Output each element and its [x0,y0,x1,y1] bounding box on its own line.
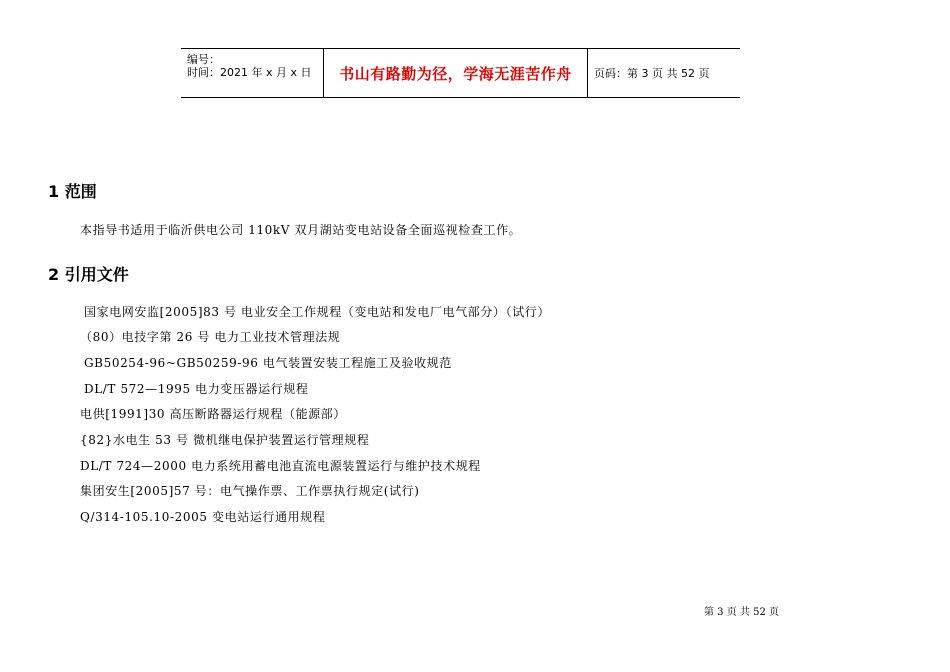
section-1-body: 本指导书适用于临沂供电公司 110kV 双月湖站变电站设备全面巡视检查工作。 [80,223,522,237]
page-header [181,48,740,98]
header-motto-cell [324,49,588,97]
footer-page-number: 第 3 页 共 52 页 [704,607,779,618]
reference-item: GB50254-96~GB50259-96 电气装置安装工程施工及验收规范 [84,356,452,370]
reference-item: DL/T 572—1995 电力变压器运行规程 [84,382,309,396]
reference-item: DL/T 724—2000 电力系统用蓄电池直流电源装置运行与维护技术规程 [80,459,481,473]
reference-item: {82}水电生 53 号 微机继电保护装置运行管理规程 [80,433,370,447]
reference-item: 电供[1991]30 高压断路器运行规程（能源部） [80,407,346,421]
section-2-title: 2 引用文件 [48,265,129,284]
motto-text: 书山有路勤为径，学海无涯苦作舟 [339,64,572,83]
document-number-label: 编号： [187,53,220,66]
section-1-title: 1 范围 [48,182,97,201]
header-page-cell [588,49,740,97]
header-page-number: 页码：第 3 页 共 52 页 [594,67,710,80]
header-meta-cell [181,49,324,97]
reference-item: 国家电网安监[2005]83 号 电业安全工作规程（变电站和发电厂电气部分）（试行） [84,305,551,319]
reference-item: （80）电技字第 26 号 电力工业技术管理法规 [80,330,341,344]
reference-item: 集团安生[2005]57 号：电气操作票、工作票执行规定(试行) [80,484,420,498]
reference-item: Q/314-105.10-2005 变电站运行通用规程 [80,510,326,524]
document-date-label: 时间：2021 年 x 月 x 日 [187,66,312,79]
